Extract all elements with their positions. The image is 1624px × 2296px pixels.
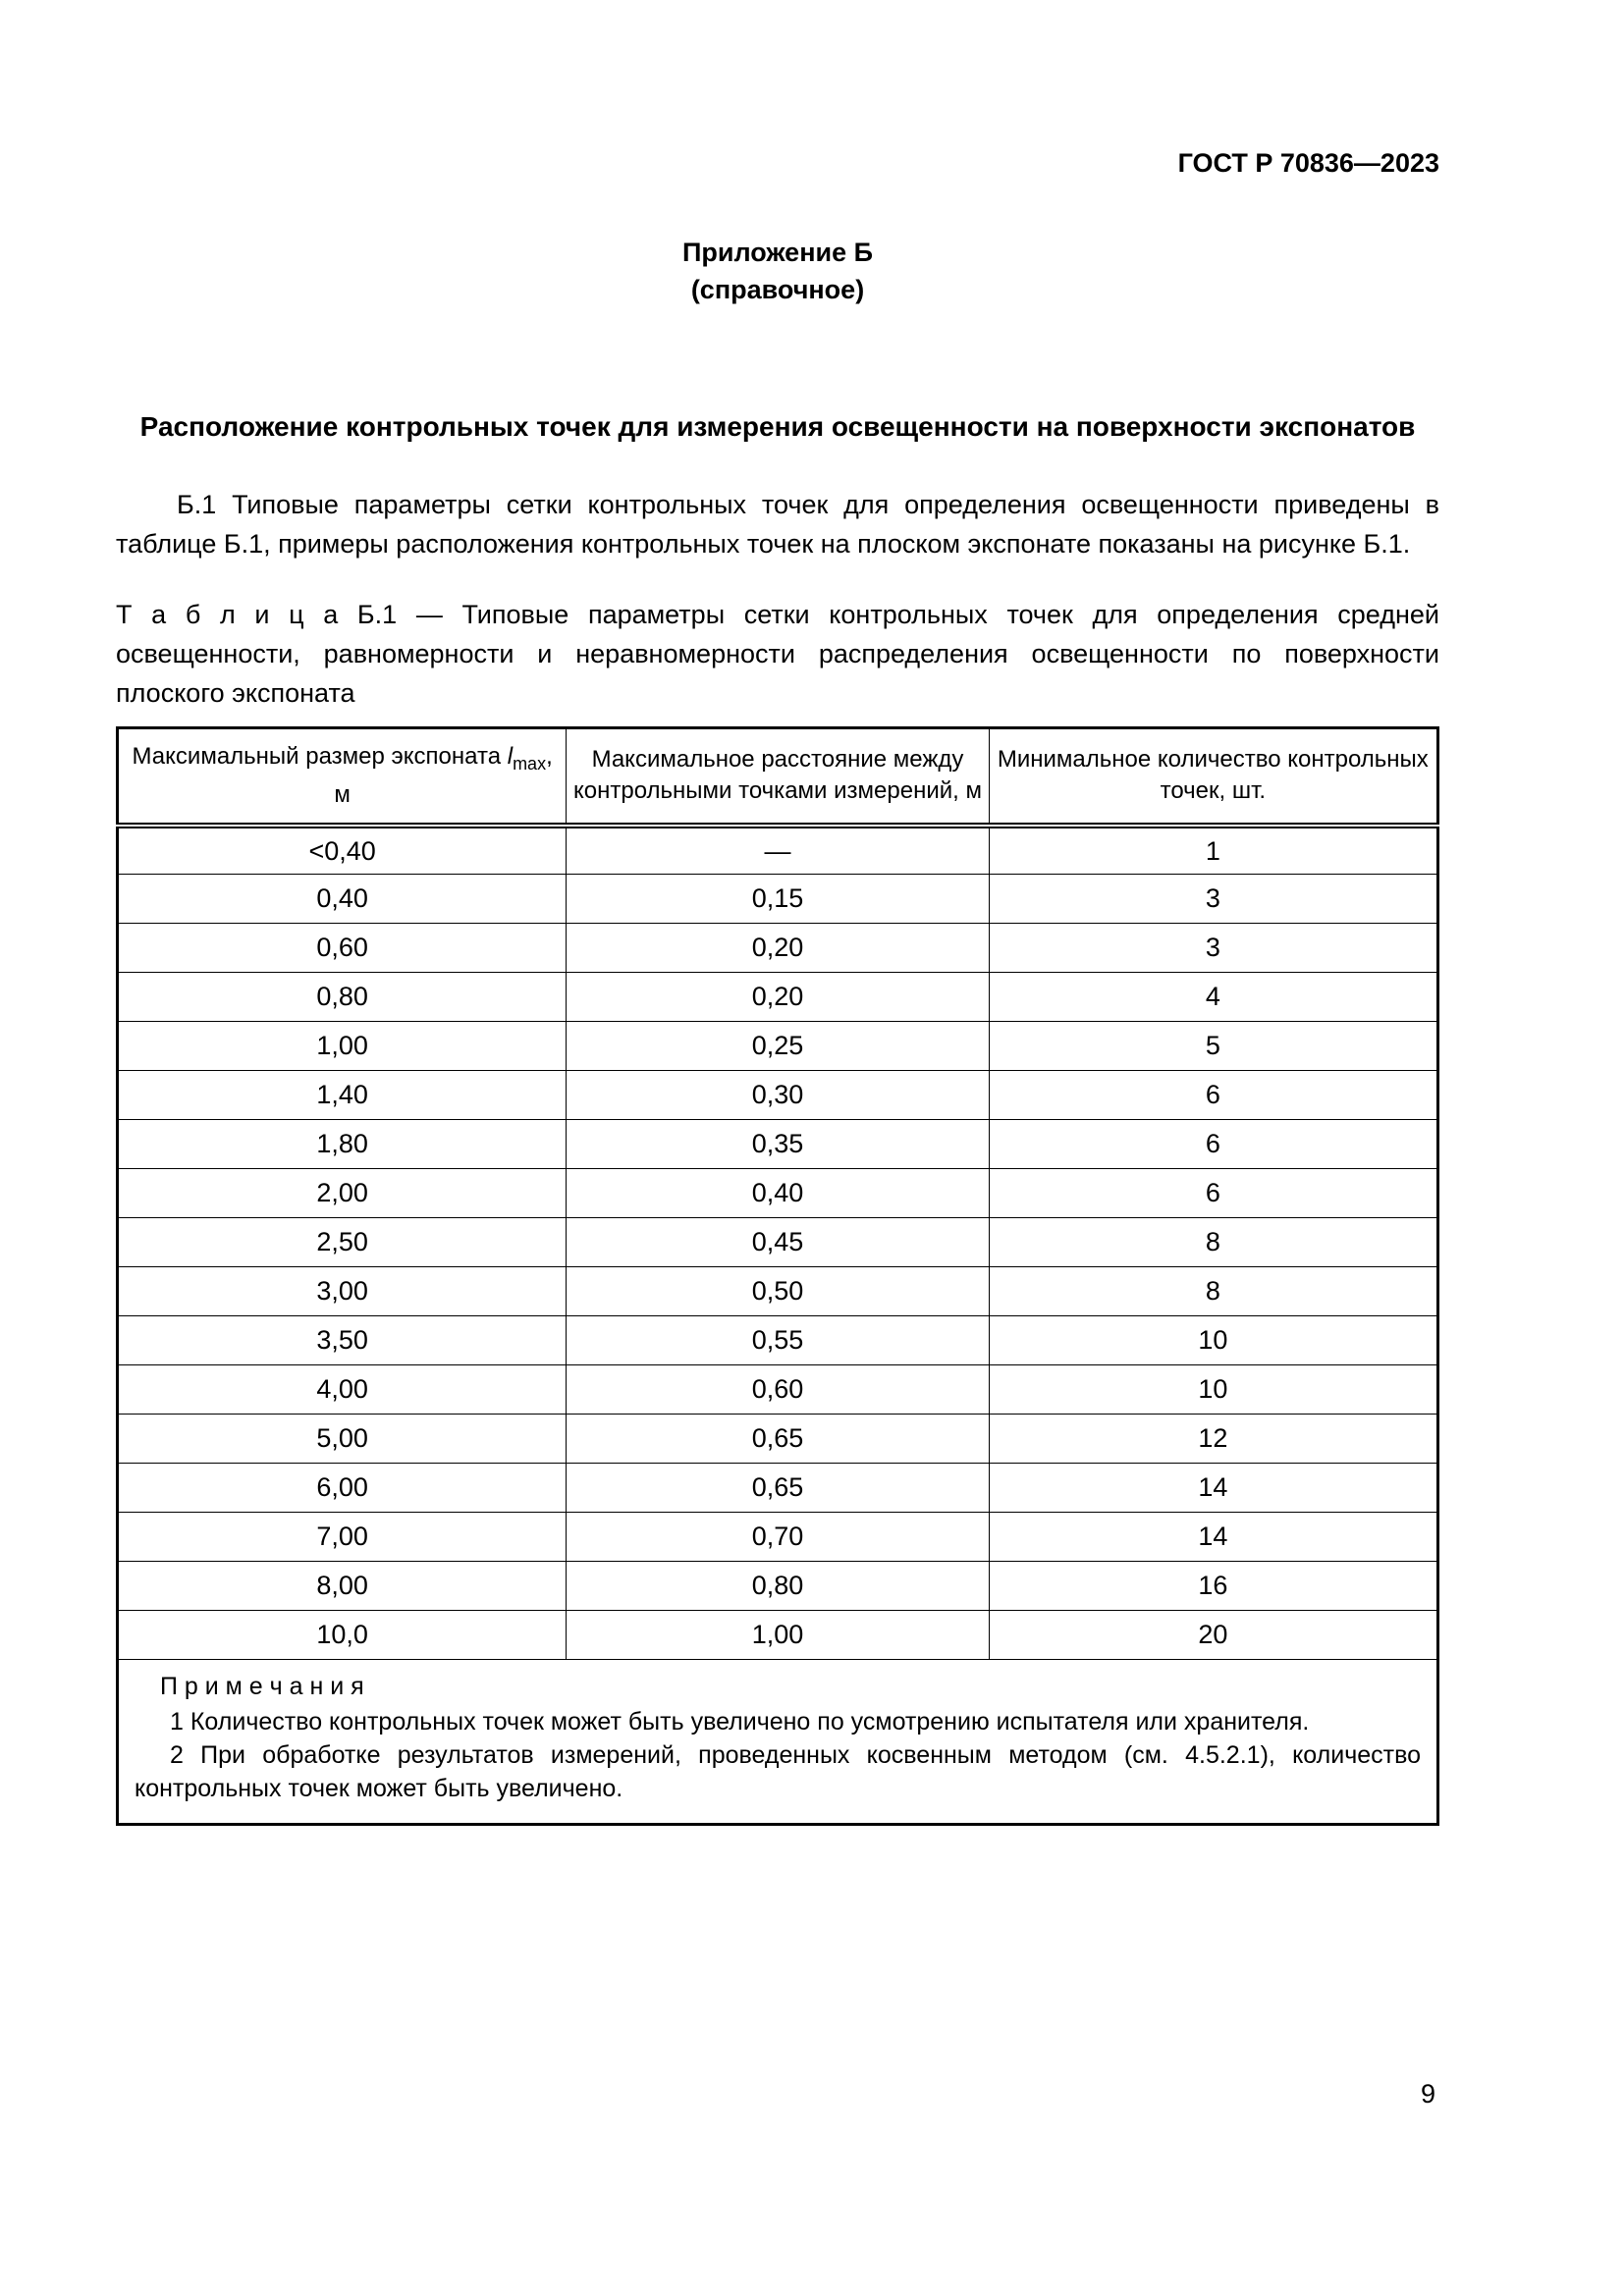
table-cell: 0,20	[567, 973, 989, 1022]
table-cell: —	[567, 826, 989, 875]
table-cell: 20	[989, 1611, 1437, 1660]
paragraph-b1: Б.1 Типовые параметры сетки контрольных точек для определения освещенности приведены в таблице Б.1, примеры расположения контрольных точек на плоском экспонате показаны на рисунке Б.1.	[116, 490, 1439, 559]
table-cell: 0,30	[567, 1071, 989, 1120]
table-row	[118, 1120, 1438, 1169]
table-row	[118, 1611, 1438, 1660]
table-cell: 14	[989, 1464, 1437, 1513]
table-cell: 0,80	[118, 973, 567, 1022]
table-row	[118, 1365, 1438, 1415]
table-cell: 0,40	[118, 875, 567, 924]
table-row	[118, 1513, 1438, 1562]
page-number: 9	[1420, 2079, 1435, 2109]
table-row	[118, 826, 1438, 875]
control-points-table	[116, 726, 1439, 1826]
header-max-size-symbol: l	[507, 743, 514, 770]
table-cell: 1,80	[118, 1120, 567, 1169]
table-cell: 0,40	[567, 1169, 989, 1218]
table-cell: 3,00	[118, 1267, 567, 1316]
table-cell: 0,70	[567, 1513, 989, 1562]
table-cell: 8,00	[118, 1562, 567, 1611]
appendix-title: Приложение Б	[681, 238, 874, 267]
table-cell: 1	[989, 826, 1437, 875]
table-cell: 4	[989, 973, 1437, 1022]
table-cell: 0,55	[567, 1316, 989, 1365]
table-row	[118, 1169, 1438, 1218]
table-cell: 8	[989, 1218, 1437, 1267]
table-cell: 5	[989, 1022, 1437, 1071]
table-notes	[118, 1660, 1438, 1825]
table-cell: 0,65	[567, 1464, 989, 1513]
table-cell: 16	[989, 1562, 1437, 1611]
appendix-subtitle: (справочное)	[690, 275, 865, 304]
table-row	[118, 1071, 1438, 1120]
header-max-size-subscript: max	[513, 753, 547, 774]
table-row	[118, 1022, 1438, 1071]
document-number: ГОСТ Р 70836—2023	[1177, 148, 1439, 178]
table-cell: 0,65	[567, 1415, 989, 1464]
table-cell: 3	[989, 924, 1437, 973]
table-cell: 1,00	[567, 1611, 989, 1660]
table-cell: 6	[989, 1169, 1437, 1218]
table-cell: 8	[989, 1267, 1437, 1316]
header-max-size-suffix: , м	[334, 743, 553, 808]
table-row	[118, 924, 1438, 973]
table-caption-label: Т а б л и ц а Б.1 —	[116, 600, 462, 629]
table-cell: 0,35	[567, 1120, 989, 1169]
table-cell: <0,40	[118, 826, 567, 875]
table-cell: 10	[989, 1365, 1437, 1415]
table-header-row	[118, 728, 1438, 826]
table-cell: 0,60	[118, 924, 567, 973]
table-row	[118, 1267, 1438, 1316]
table-cell: 0,60	[567, 1365, 989, 1415]
section-heading: Расположение контрольных точек для измерения освещенности на поверхности экспонатов	[139, 411, 1416, 442]
table-cell: 4,00	[118, 1365, 567, 1415]
table-notes-row	[118, 1660, 1438, 1825]
table-cell: 12	[989, 1415, 1437, 1464]
table-cell: 6,00	[118, 1464, 567, 1513]
header-min-point-count: Минимальное количество контрольных точек, шт.	[989, 728, 1437, 826]
header-max-exhibit-size	[118, 728, 567, 826]
table-row	[118, 1218, 1438, 1267]
table-caption-text: Типовые параметры сетки контрольных точек для определения средней освещенности, равномерности и неравномерности распределения освещенности по поверхности плоского экспоната	[116, 600, 1439, 708]
table-cell: 6	[989, 1071, 1437, 1120]
header-max-distance: Максимальное расстояние между контрольными точками измерений, м	[567, 728, 989, 826]
note-item-2: 2 При обработке результатов измерений, проведенных косвенным методом (см. 4.5.2.1), количество контрольных точек может быть увеличено.	[135, 1741, 1421, 1803]
table-caption	[116, 595, 1439, 713]
table-cell: 0,80	[567, 1562, 989, 1611]
table-row	[118, 1415, 1438, 1464]
table-body	[118, 826, 1438, 1660]
table-cell: 0,25	[567, 1022, 989, 1071]
table-row	[118, 1562, 1438, 1611]
table-cell: 0,50	[567, 1267, 989, 1316]
table-cell: 1,40	[118, 1071, 567, 1120]
note-item-1: 1 Количество контрольных точек может быть увеличено по усмотрению испытателя или хранителя.	[170, 1708, 1310, 1736]
table-cell: 3	[989, 875, 1437, 924]
table-cell: 0,45	[567, 1218, 989, 1267]
table-cell: 0,20	[567, 924, 989, 973]
header-max-size-prefix: Максимальный размер экспоната	[132, 743, 508, 770]
table-row	[118, 875, 1438, 924]
table-cell: 5,00	[118, 1415, 567, 1464]
table-row	[118, 1316, 1438, 1365]
table-row	[118, 1464, 1438, 1513]
notes-title: П р и м е ч а н и я	[160, 1673, 364, 1701]
table-cell: 2,00	[118, 1169, 567, 1218]
table-cell: 7,00	[118, 1513, 567, 1562]
table-cell: 1,00	[118, 1022, 567, 1071]
table-cell: 0,15	[567, 875, 989, 924]
table-cell: 10,0	[118, 1611, 567, 1660]
table-cell: 6	[989, 1120, 1437, 1169]
table-cell: 14	[989, 1513, 1437, 1562]
table-cell: 2,50	[118, 1218, 567, 1267]
table-cell: 10	[989, 1316, 1437, 1365]
table-cell: 3,50	[118, 1316, 567, 1365]
table-row	[118, 973, 1438, 1022]
